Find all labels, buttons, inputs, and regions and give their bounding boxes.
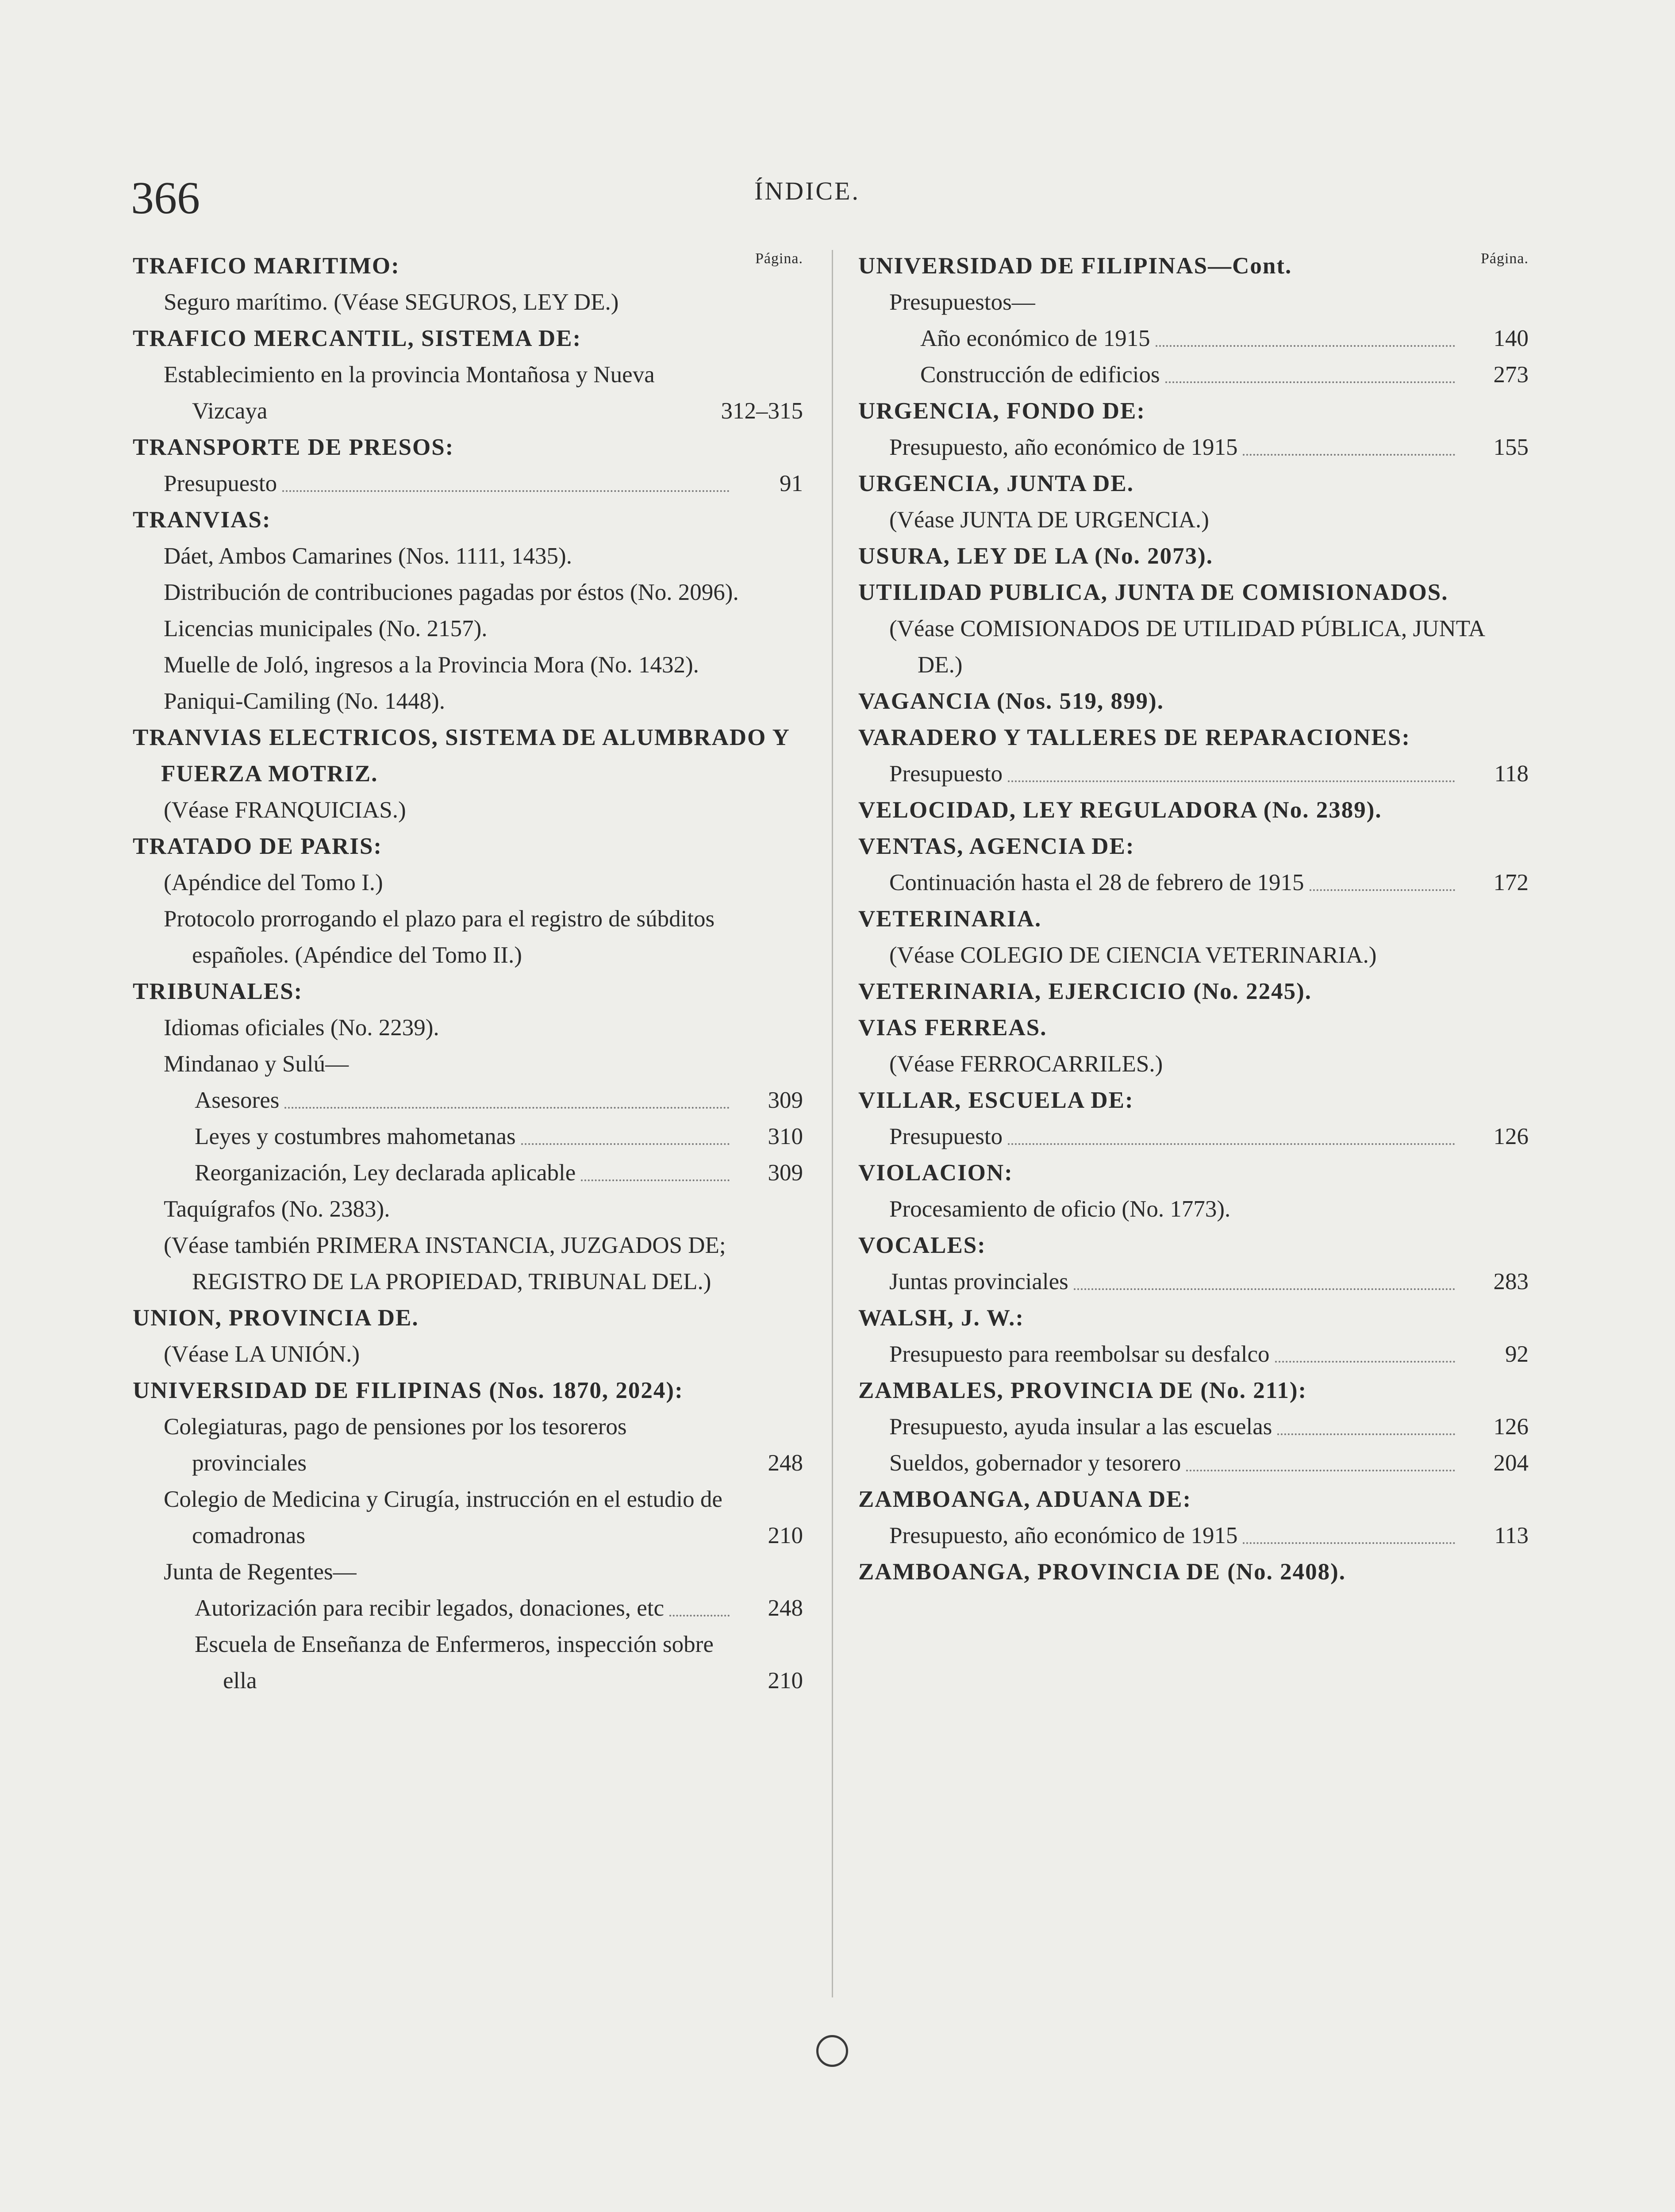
page-reference: 118 [1494,761,1529,787]
index-subentry [133,465,803,502]
page-reference: 248 [768,1595,803,1621]
dot-leader [282,490,730,492]
index-subentry [133,357,803,429]
index-heading [858,1082,1529,1118]
index-heading [858,1155,1529,1191]
index-subentry [133,1155,803,1191]
entry-text: VILLAR, ESCUELA DE: [858,1087,1134,1113]
entry-text: Establecimiento en la provincia Montañosa y Nueva Vizcaya [164,362,655,424]
page-reference: 309 [768,1087,803,1113]
index-heading [133,1372,803,1409]
index-subentry [133,1481,803,1554]
index-subentry [133,647,803,683]
dot-leader [1275,1361,1456,1363]
index-subentry [133,574,803,611]
page-reference: 309 [768,1160,803,1186]
index-heading [858,574,1529,611]
index-subentry [133,1082,803,1118]
entry-text: WALSH, J. W.: [858,1305,1025,1331]
entry-text: VIAS FERREAS. [858,1015,1047,1041]
page-reference: 126 [1493,1124,1529,1149]
index-heading [858,393,1529,429]
page-reference: 273 [1493,362,1529,388]
dot-leader [1277,1433,1455,1435]
index-heading [133,429,803,465]
entry-text: (Véase COMISIONADOS DE UTILIDAD PÚBLICA, JUNTA DE.) [889,616,1484,678]
page-reference: 310 [768,1124,803,1149]
index-subentry [858,1445,1529,1481]
entry-text: VOCALES: [858,1233,986,1258]
dot-leader [581,1179,730,1181]
entry-text: Idiomas oficiales (No. 2239). [164,1015,439,1041]
index-subentry [133,683,803,719]
page-ornament-circle [816,2035,848,2067]
entry-text: (Véase JUNTA DE URGENCIA.) [889,507,1209,533]
entry-text: Reorganización, Ley declarada aplicable [195,1160,576,1186]
entry-text: VELOCIDAD, LEY REGULADORA (No. 2389). [858,797,1382,823]
dot-leader [669,1615,730,1617]
dot-leader [1156,345,1455,347]
dot-leader [1243,1542,1455,1544]
index-column-left [133,248,803,1699]
index-subentry [858,864,1529,901]
page-reference: 126 [1493,1414,1529,1440]
page-reference: 172 [1493,870,1529,895]
index-heading [858,683,1529,719]
entry-text: Escuela de Enseñanza de Enfermeros, inspección sobre ella [195,1632,714,1694]
index-heading [858,792,1529,828]
entry-text: TRIBUNALES: [133,979,303,1004]
entry-text: TRATADO DE PARIS: [133,833,383,859]
column-divider [832,250,833,1997]
entry-text: Presupuesto [164,471,277,496]
index-heading [858,465,1529,502]
index-subentry [133,864,803,901]
index-subentry [133,901,803,973]
dot-leader [1243,454,1455,456]
index-subentry [858,1409,1529,1445]
entry-text: Presupuesto para reembolsar su desfalco [889,1341,1270,1367]
entry-text: Colegio de Medicina y Cirugía, instrucción en el estudio de comadronas [164,1486,722,1548]
index-subentry [133,1409,803,1481]
entry-text: Presupuesto [889,761,1003,787]
index-subentry [133,1118,803,1155]
index-subentry [133,1626,803,1699]
entry-text: TRAFICO MARITIMO: [133,253,400,279]
entry-text: Dáet, Ambos Camarines (Nos. 1111, 1435). [164,543,572,569]
index-subentry [133,284,803,320]
index-heading [858,973,1529,1010]
entry-text: Taquígrafos (No. 2383). [164,1196,390,1222]
dot-leader [1008,780,1455,782]
index-heading [858,1227,1529,1263]
index-heading [858,901,1529,937]
entry-text: (Apéndice del Tomo I.) [164,870,383,895]
index-subentry [133,1554,803,1590]
page-reference: 155 [1493,434,1529,460]
entry-text: Presupuesto, año económico de 1915 [889,434,1238,460]
index-heading [858,1010,1529,1046]
entry-text: UTILIDAD PUBLICA, JUNTA DE COMISIONADOS. [858,580,1448,605]
dot-leader [1186,1470,1455,1471]
entry-text: (Véase LA UNIÓN.) [164,1341,360,1367]
entry-text: Paniqui-Camiling (No. 1448). [164,688,445,714]
entry-text: TRANSPORTE DE PRESOS: [133,434,454,460]
entry-text: VETERINARIA, EJERCICIO (No. 2245). [858,979,1312,1004]
entry-text: VETERINARIA. [858,906,1042,932]
index-heading [858,828,1529,864]
entry-text: (Véase COLEGIO DE CIENCIA VETERINARIA.) [889,942,1377,968]
index-subentry [858,320,1529,357]
index-heading [133,1300,803,1336]
entry-text: Distribución de contribuciones pagadas por éstos (No. 2096). [164,580,739,605]
entry-text: ZAMBOANGA, ADUANA DE: [858,1486,1192,1512]
entry-text: Continuación hasta el 28 de febrero de 1915 [889,870,1304,895]
entry-text: Junta de Regentes— [164,1559,357,1585]
entry-text: VARADERO Y TALLERES DE REPARACIONES: [858,725,1411,750]
entry-text: URGENCIA, JUNTA DE. [858,471,1134,496]
entry-text: TRANVIAS ELECTRICOS, SISTEMA DE ALUMBRADO Y FUERZA MOTRIZ. [133,725,789,787]
index-subentry [858,1046,1529,1082]
entry-text: Seguro marítimo. (Véase SEGUROS, LEY DE.) [164,289,619,315]
page-reference: 91 [780,471,803,496]
entry-text: Presupuestos— [889,289,1035,315]
entry-text: Asesores [195,1087,280,1113]
page-reference: 210 [768,1523,803,1548]
page-number: 366 [131,173,200,223]
entry-text: Presupuesto, ayuda insular a las escuelas [889,1414,1272,1440]
index-heading [133,973,803,1010]
entry-text: Licencias municipales (No. 2157). [164,616,488,641]
index-subentry [133,1191,803,1227]
dot-leader [1310,889,1455,891]
entry-text: UNIVERSIDAD DE FILIPINAS (Nos. 1870, 2024): [133,1378,684,1403]
entry-text: Construcción de edificios [920,362,1160,388]
index-subentry [858,1118,1529,1155]
entry-text: (Véase FRANQUICIAS.) [164,797,406,823]
index-subentry [133,792,803,828]
index-heading [858,719,1529,756]
page-reference: 140 [1493,326,1529,351]
entry-text: Muelle de Joló, ingresos a la Provincia Mora (No. 1432). [164,652,699,678]
index-heading [858,538,1529,574]
index-subentry [858,1263,1529,1300]
dot-leader [1165,381,1455,383]
page-reference: 92 [1505,1341,1529,1367]
page-reference: 283 [1493,1269,1529,1294]
index-heading [133,320,803,357]
entry-text: Presupuesto, año económico de 1915 [889,1523,1238,1548]
entry-text: Juntas provinciales [889,1269,1068,1294]
index-subentry [858,429,1529,465]
page-reference: 248 [768,1450,803,1476]
page-reference: 113 [1494,1523,1529,1548]
index-subentry [133,538,803,574]
index-subentry [133,1227,803,1300]
entry-text: ZAMBOANGA, PROVINCIA DE (No. 2408). [858,1559,1346,1585]
pagina-label-right: Página. [1480,250,1529,267]
index-subentry [858,611,1529,683]
index-heading [133,719,803,792]
index-subentry [858,756,1529,792]
page-reference: 312–315 [721,398,803,424]
entry-text: Autorización para recibir legados, donaciones, etc [195,1595,665,1621]
entry-text: URGENCIA, FONDO DE: [858,398,1145,424]
page-reference: 204 [1493,1450,1529,1476]
dot-leader [284,1107,730,1109]
index-column-right [858,248,1529,1590]
entry-text: VENTAS, AGENCIA DE: [858,833,1135,859]
index-subentry [133,1046,803,1082]
index-heading [858,1554,1529,1590]
entry-text: UNIVERSIDAD DE FILIPINAS—Cont. [858,253,1292,279]
index-subentry [133,1010,803,1046]
page-reference: 210 [768,1668,803,1694]
pagina-label-left: Página. [755,250,803,267]
entry-text: VIOLACION: [858,1160,1013,1186]
index-subentry [858,1191,1529,1227]
entry-text: UNION, PROVINCIA DE. [133,1305,419,1331]
entry-text: VAGANCIA (Nos. 519, 899). [858,688,1164,714]
entry-text: (Véase FERROCARRILES.) [889,1051,1163,1077]
index-heading [858,1481,1529,1517]
index-subentry [858,284,1529,320]
entry-text: (Véase también PRIMERA INSTANCIA, JUZGADOS DE; REGISTRO DE LA PROPIEDAD, TRIBUNAL DEL.) [164,1233,726,1294]
entry-text: USURA, LEY DE LA (No. 2073). [858,543,1213,569]
entry-text: Sueldos, gobernador y tesorero [889,1450,1181,1476]
index-heading [133,828,803,864]
entry-text: Año económico de 1915 [920,326,1150,351]
index-heading [858,248,1529,284]
index-heading [858,1300,1529,1336]
index-heading [133,248,803,284]
dot-leader [1008,1143,1455,1145]
index-subentry [858,357,1529,393]
running-head: ÍNDICE. [754,177,861,205]
index-heading [133,502,803,538]
entry-text: ZAMBALES, PROVINCIA DE (No. 211): [858,1378,1307,1403]
entry-text: TRAFICO MERCANTIL, SISTEMA DE: [133,326,582,351]
index-subentry [133,1590,803,1626]
entry-text: Protocolo prorrogando el plazo para el registro de súbditos españoles. (Apéndice del Tomo II.) [164,906,715,968]
index-subentry [133,1336,803,1372]
index-subentry [858,937,1529,973]
entry-text: Leyes y costumbres mahometanas [195,1124,516,1149]
index-subentry [858,502,1529,538]
entry-text: Presupuesto [889,1124,1003,1149]
entry-text: Procesamiento de oficio (No. 1773). [889,1196,1231,1222]
index-subentry [133,611,803,647]
dot-leader [1074,1288,1455,1290]
index-subentry [858,1336,1529,1372]
entry-text: Colegiaturas, pago de pensiones por los tesoreros provinciales [164,1414,627,1476]
dot-leader [521,1143,730,1145]
index-subentry [858,1517,1529,1554]
entry-text: Mindanao y Sulú— [164,1051,349,1077]
index-heading [858,1372,1529,1409]
entry-text: TRANVIAS: [133,507,271,533]
